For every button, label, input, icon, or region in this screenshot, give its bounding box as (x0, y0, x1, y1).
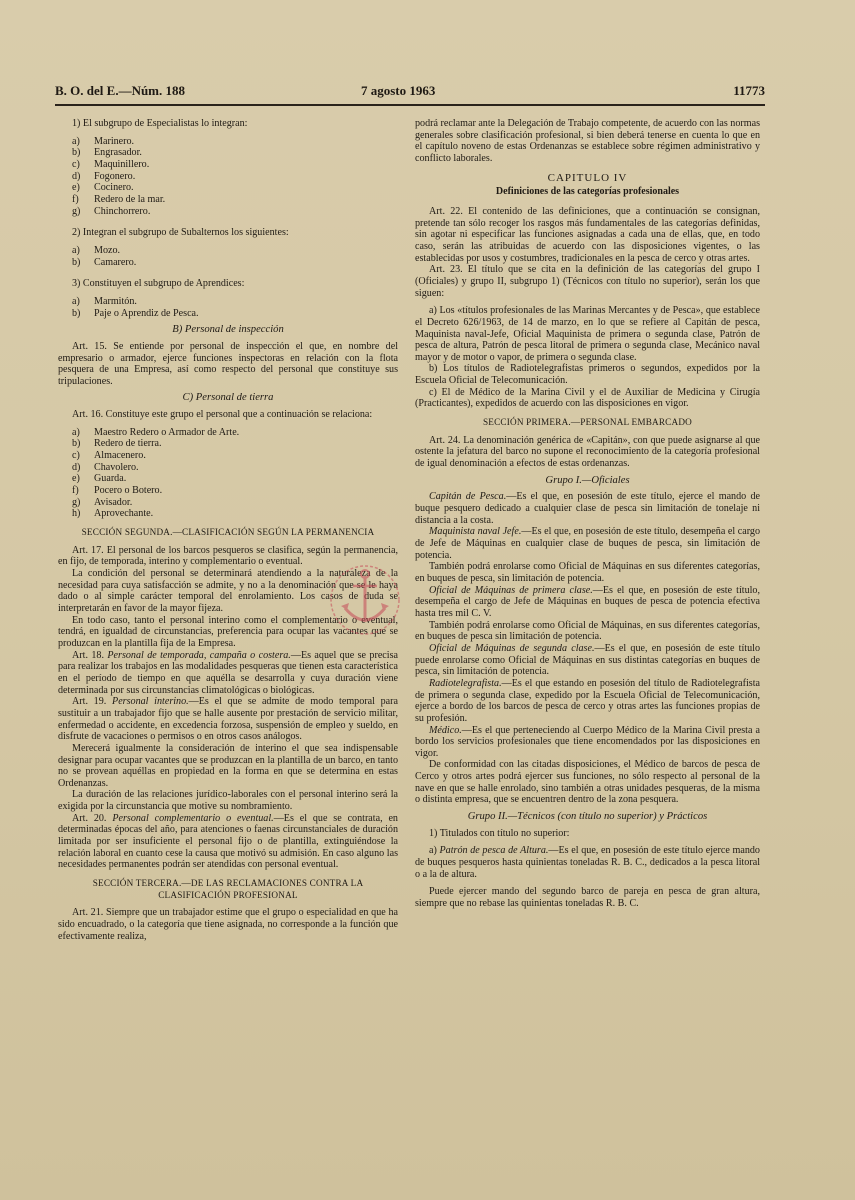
article-24: Art. 24. La denominación genérica de «Capitán», con que puede asignarse al que ostente la jefatura del barco no supone el reconocimiento de la categoría profesional de igual denominación a efectos de estas ordenanzas. (415, 434, 760, 470)
list-item: e) Guarda. (72, 473, 127, 485)
page-header (55, 83, 765, 101)
header-rule (55, 104, 765, 106)
list-item: f) Pocero o Botero. (72, 485, 163, 497)
list-item: b) Redero de tierra. (72, 438, 162, 450)
group-2-subheading: 1) Titulados con título no superior: (429, 827, 570, 839)
specialists-intro: 1) El subgrupo de Especialistas lo integran: (72, 118, 248, 129)
list-item: e) Cocinero. (72, 182, 134, 194)
article-19-paragraph: La duración de las relaciones jurídico-laborales con el personal interino será la exigida por la circunstancia que motive su nombramiento. (58, 789, 398, 813)
article-23-item: b) Los títulos de Radiotelegrafistas primeros o segundos, expedidos por la Escuela Oficial de Telecomunicación. (415, 363, 760, 387)
subheading-land-staff: C) Personal de tierra (182, 392, 274, 404)
apprentices-intro: 3) Constituyen el subgrupo de Aprendices: (72, 278, 245, 290)
right-column (415, 118, 760, 910)
article-20: Art. 20. Personal complementario o eventual.—Es el que se contrata, en determinadas épocas del año, para atenciones o faenas circunstanciales de duración limitada por ser insuficiente el personal fijo o de plantilla, extinguiéndose la relación laboral en cuanto cese la causa que motivó su admisión. En caso alguno las necesidades permanentes podrán ser atendidas con personal eventual. (58, 812, 398, 871)
article-23-item: c) El de Médico de la Marina Civil y el de Auxiliar de Medicina y Cirugía (Practicantes), expedidos de acuerdo con las disposiciones en vigor. (415, 386, 760, 410)
definition-doctor: Médico.—Es el que perteneciendo al Cuerpo Médico de la Marina Civil presta a bordo los servicios profesionales que tiene encomendados por las disposiciones en vigor. (415, 724, 760, 759)
list-item: a) Mozo. (72, 244, 121, 256)
definition-fishing-captain: Capitán de Pesca.—Es el que, en posesión de este título, ejerce el mando de buque pesquero dedicado a cualquier clase de pesca sin limitación de tonelaje ni distancia a la costa. (415, 491, 760, 526)
journal-reference: B. O. del E.—Núm. 188 (55, 83, 186, 98)
list-item: c) Maquinillero. (72, 158, 150, 170)
definition-paragraph: También podrá enrolarse como Oficial de Máquinas en sus diferentes categorías, en buques de pesca, sin limitación de potencia. (415, 561, 760, 584)
definition-paragraph: También podrá enrolarse como Oficial de Máquinas, en sus diferentes categorías, en buques de pesca sin limitación de potencia. (415, 619, 760, 643)
group-1-heading: Grupo I.—Oficiales (545, 474, 630, 486)
group-2-heading: Grupo II.—Técnicos (con título no superior) y Prácticos (467, 811, 708, 823)
article-23: Art. 23. El título que se cita en la definición de las categorías del grupo I (Oficiales) y grupo II, subgrupo 1) (Técnicos con título no superior), serán los que siguen: (415, 264, 760, 299)
definition-chief-engineer: Maquinista naval Jefe.—Es el que, en posesión de este título, desempeña el cargo de Jefe de Máquinas en cualquier clase de buques de pesca, sin limitación de potencia. (415, 526, 760, 561)
section-heading-third: SECCIÓN TERCERA.—DE LAS RECLAMACIONES CONTRA LA CLASIFICACIÓN PROFESIONAL (92, 878, 364, 900)
article-17-paragraph: La condición del personal se determinará atendiendo a la naturaleza de la necesidad para cuya satisfacción se admite, y no a la denominación que se le haya dado o al simple carácter temporal del enrolamiento. Los casos de duda se interpretarán en favor de la mayor fijeza. (58, 568, 398, 614)
article-16: Art. 16. Constituye este grupo el personal que a continuación se relaciona: (72, 409, 373, 421)
definition-radio-operator: Radiotelegrafista.—Es el que estando en posesión del título de Radiotelegrafista de primera o segunda clase, expedido por la Escuela Oficial de Telecomunicación, ejerce a bordo de los barcos de pesca de cerco y otras artes las funciones propias de su profesión. (415, 677, 760, 724)
list-item: a) Maestro Redero o Armador de Arte. (72, 426, 240, 438)
list-item: a) Marmitón. (72, 295, 137, 307)
subheading-inspection: B) Personal de inspección (172, 324, 284, 336)
list-item: g) Chinchorrero. (72, 205, 151, 217)
anchor-stamp-icon (325, 560, 405, 640)
article-17: Art. 17. El personal de los barcos pesqueros se clasifica, según la permanencia, en fijo, de temporada, interino y complementario o eventual. (58, 544, 398, 568)
article-15: Art. 15. Se entiende por personal de inspección el que, en nombre del empresario o armador, ejerce funciones inspectoras en relación con la flota pesquera de una Empresa, así como respecto del personal que constituye sus tripulaciones. (58, 340, 398, 387)
article-22: Art. 22. El contenido de las definiciones, que a continuación se consignan, pretende tan sólo recoger los rasgos más fundamentales de las categorías definidas, sin agotar ni especificar las funciones asignadas a cada una de ellas, que, en todo caso, serán las atribuidas de acuerdo con las disposiciones vigentes, o las establecidas por usos y costumbres, tradicionales en la pesca de cerco y otras artes. (415, 205, 760, 264)
chapter-subtitle: Definiciones de las categorías profesionales (495, 186, 680, 198)
list-item: b) Camarero. (72, 256, 137, 268)
section-heading-second: SECCIÓN SEGUNDA.—CLASIFICACIÓN SEGÚN LA PERMANENCIA (81, 527, 375, 538)
list-item: d) Chavolero. (72, 461, 139, 473)
definition-paragraph: Puede ejercer mando del segundo barco de pareja en pesca de gran altura, siempre que no rebase las quinientas toneladas R. B. C. (415, 886, 760, 910)
page-number: 11773 (733, 83, 765, 98)
definition-high-seas-skipper: a) Patrón de pesca de Altura.—Es el que, en posesión de este título ejerce mando de buques pesqueros hasta quinientas toneladas R. B. C., dedicados a la pesca litoral o a la de altura. (415, 845, 760, 880)
article-19-paragraph: Merecerá igualmente la consideración de interino el que sea indispensable designar para ocupar vacantes que se produzcan en la plantilla de un barco, en tanto no se provean aquéllas en propiedad en la forma en que se determina en estas Ordenanzas. (58, 742, 398, 789)
article-17-paragraph: En todo caso, tanto el personal interino como el complementario o eventual, tendrá, en igualdad de circunstancias, preferencia para ocupar las vacantes que se produzcan en la plantilla fija de la Empresa. (58, 614, 398, 649)
left-column (58, 118, 398, 942)
subalterns-intro: 2) Integran el subgrupo de Subalternos los siguientes: (72, 227, 289, 239)
definition-first-class-engineer: Oficial de Máquinas de primera clase.—Es el que, en posesión de este título, desempeña el cargo de Jefe de Máquinas en buques de pesca de potencia efectiva hasta tres mil C. V. (415, 584, 760, 619)
publication-date: 7 agosto 1963 (361, 83, 436, 98)
article-21-continuation: podrá reclamar ante la Delegación de Trabajo competente, de acuerdo con las normas generales sobre clasificación profesional, si bien deberá tenerse en cuenta lo que en el capítulo noveno de estas Ordenanzas se establece sobre régimen administrativo y conflicto laborales. (415, 118, 761, 164)
article-23-item: a) Los «títulos profesionales de las Marinas Mercantes y de Pesca», que establece el Decreto 626/1963, de 14 de marzo, en lo que se refiere al Capitán de pesca, Maquinista naval-Jefe, Oficial Maquinista de primera o segunda clase, Patrón de pesca de altura, Patrón de pesca litoral de primera o segunda clase, Mecánico naval mayor y de motor o vapor, de primera o segunda clase. (415, 305, 760, 363)
section-heading-first: SECCIÓN PRIMERA.—PERSONAL EMBARCADO (482, 417, 693, 428)
list-item: g) Avisador. (72, 496, 133, 508)
article-19: Art. 19. Personal interino.—Es el que se admite de modo temporal para sustituir a un trabajador fijo que se halle ausente por prestación de servicio militar, enfermedad o accidente, en excedencia forzosa, suspensión de empleo y sueldo, en disfrute de vacaciones o permisos o en otros casos análogos. (58, 696, 398, 743)
list-item: f) Redero de la mar. (72, 193, 166, 205)
chapter-title: CAPITULO IV (547, 171, 628, 184)
article-18: Art. 18. Personal de temporada, campaña o costera.—Es aquel que se precisa para realizar los trabajos en las modalidades pesqueras que tienen esta característica en el período de tiempo en que aquélla se desarrolla y cuya duración viene determinada por sus circunstancias climatológicas o biológicas. (58, 649, 399, 696)
list-item: a) Marinero. (72, 135, 135, 147)
definition-second-class-engineer: Oficial de Máquinas de segunda clase.—Es el que, en posesión de este título puede enrolarse como Oficial de Máquinas en sus distintas categorías en buques de pesca, sin limitación de potencia. (415, 642, 760, 678)
list-item: b) Paje o Aprendiz de Pesca. (72, 307, 199, 319)
list-item: d) Fogonero. (72, 170, 136, 182)
list-item: b) Engrasador. (72, 147, 142, 159)
definition-paragraph: De conformidad con las citadas disposiciones, el Médico de barcos de pesca de Cerco y otros artes podrá ejercer sus funciones, no sólo respecto al personal de la nave en que se halle enrolado, sino también a otras unidades pesqueras, de la misma o distinta empresa, que se encuentren dentro de la zona pesquera. (415, 759, 760, 806)
list-item: h) Aprovechante. (72, 508, 154, 520)
list-item: c) Almacenero. (72, 450, 146, 462)
article-21: Art. 21. Siempre que un trabajador estime que el grupo o especialidad en que ha sido encuadrado, o la categoría que tiene asignada, no corresponde a la función que efectivamente realiza, (58, 907, 398, 942)
